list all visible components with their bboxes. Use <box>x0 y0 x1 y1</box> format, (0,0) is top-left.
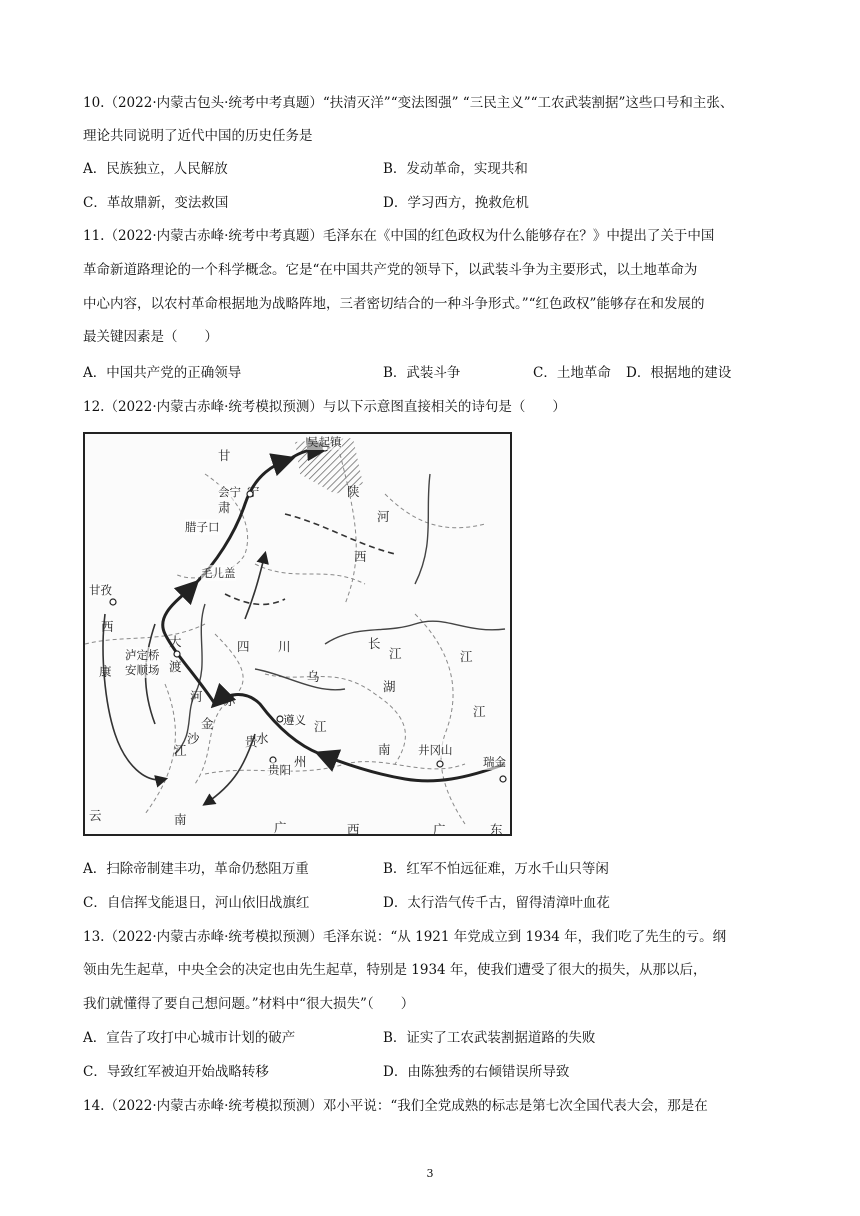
region-kang: 康 <box>99 664 112 679</box>
place-guiyang: 贵阳 <box>268 763 291 777</box>
river-sha: 沙 <box>187 731 200 746</box>
rivers <box>175 474 505 754</box>
region-xi-shaanxi: 西 <box>354 549 367 564</box>
river-he: 河 <box>190 689 203 704</box>
q13-option-a: A．宣告了攻打中心城市计划的破产 <box>83 1030 296 1046</box>
q13-option-d: D．由陈独秀的右倾错误所导致 <box>383 1064 570 1080</box>
place-huining: 会宁 <box>218 485 241 499</box>
q11-option-c: C．土地革命 <box>533 365 611 381</box>
q10-option-b: B．发动革命，实现共和 <box>383 161 528 177</box>
place-anshunchang: 安顺场 <box>125 663 160 677</box>
region-su: 肃 <box>218 500 231 515</box>
region-si: 四 <box>237 639 250 654</box>
region-ning: 宁 <box>247 484 260 499</box>
river-jiang-changjiang-2: 江 <box>389 646 402 661</box>
region-shan: 陕 <box>347 484 360 499</box>
q11-option-b: B．武装斗争 <box>383 365 461 381</box>
place-lazikou: 腊子口 <box>185 520 220 534</box>
q11-stem-line4: 最关键因素是（ ） <box>83 329 218 345</box>
river-chi: 赤 <box>223 693 236 708</box>
q14-stem-line1: 14.（2022·内蒙古赤峰·统考模拟预测）邓小平说：“我们全党成熟的标志是第七次全国代表大会，那是在 <box>83 1098 708 1114</box>
region-he-huanghe: 河 <box>377 509 390 524</box>
river-jiang-changjiang: 江 <box>460 649 473 664</box>
q11-option-d: D．根据地的建设 <box>626 365 732 381</box>
q11-stem-line3: 中心内容，以农村革命根据地为战略阵地，三者密切结合的一种斗争形式。”“红色政权”能够存在和发展的 <box>83 296 705 312</box>
place-wuqizhen: 吴起镇 <box>307 435 342 449</box>
q13-stem-line1: 13.（2022·内蒙古赤峰·统考模拟预测）毛泽东说：“从 1921 年党成立到 1934 年，我们吃了先生的亏。纲 <box>83 929 727 945</box>
region-dong: 东 <box>490 822 503 836</box>
place-ganzi: 甘孜 <box>89 583 112 597</box>
q13-option-b: B．证实了工农武装割据道路的失败 <box>383 1030 596 1046</box>
q10-stem-line1: 10.（2022·内蒙古包头·统考中考真题）“扶清灭洋”“变法图强” “三民主义”“工农武装割据”这些口号和主张、 <box>83 95 734 111</box>
q10-stem-line2: 理论共同说明了近代中国的历史任务是 <box>83 128 313 144</box>
q13-stem-line3: 我们就懂得了要自己想问题。”材料中“很大损失”（ ） <box>83 996 415 1012</box>
place-ruijin: 瑞金 <box>483 755 506 769</box>
river-chang: 长 <box>368 636 381 651</box>
q10-option-c: C．革故鼎新，变法救国 <box>83 195 229 211</box>
q10-option-d: D．学习西方，挽救危机 <box>383 195 529 211</box>
q12-option-a: A．扫除帝制建丰功，革命仍愁阻万重 <box>83 861 309 877</box>
region-guang-guangxi: 广 <box>274 820 287 835</box>
river-shui: 水 <box>256 731 269 746</box>
region-zhou: 州 <box>294 754 307 769</box>
q13-stem-line2: 领由先生起草，中央全会的决定也由先生起草，特别是 1934 年，使我们遭受了很大的损失，从那以后， <box>83 962 707 978</box>
map-drawing <box>85 434 510 834</box>
region-gui: 贵 <box>245 734 258 749</box>
river-du: 渡 <box>169 659 182 674</box>
region-guang-guangdong: 广 <box>433 822 446 836</box>
place-maoergai: 毛儿盖 <box>201 566 236 580</box>
q11-stem-line1: 11.（2022·内蒙古赤峰·统考中考真题）毛泽东在《中国的红色政权为什么能够存在？》中提出了关于中国 <box>83 228 715 244</box>
page-number: 3 <box>426 1167 434 1180</box>
river-jin: 金 <box>201 716 214 731</box>
region-hu: 湖 <box>383 679 396 694</box>
region-jiang-jiangxi: 江 <box>473 704 486 719</box>
q12-option-d: D．太行浩气传千古，留得清漳叶血花 <box>383 895 610 911</box>
region-xi-xikang: 西 <box>101 619 114 634</box>
town-markers <box>110 445 506 782</box>
place-jinggangshan: 井冈山 <box>418 743 453 757</box>
q11-option-a: A．中国共产党的正确领导 <box>83 365 242 381</box>
long-march-map <box>83 432 512 836</box>
q12-option-c: C．自信挥戈能退日，河山依旧战旗红 <box>83 895 310 911</box>
place-ludingqiao: 泸定桥 <box>125 648 160 662</box>
march-routes <box>163 448 505 781</box>
q10-option-a: A．民族独立，人民解放 <box>83 161 228 177</box>
region-nan-hunan: 南 <box>378 742 391 757</box>
region-nan-yunnan: 南 <box>174 812 187 827</box>
q11-stem-line2: 革命新道路理论的一个科学概念。它是“在中国共产党的领导下，以武装斗争为主要形式，以土地革命为 <box>83 262 698 278</box>
region-gan: 甘 <box>218 448 231 463</box>
q12-stem-line1: 12.（2022·内蒙古赤峰·统考模拟预测）与以下示意图直接相关的诗句是（ ） <box>83 399 566 415</box>
region-chuan: 川 <box>278 639 291 654</box>
q12-option-b: B．红军不怕远征难，万水千山只等闲 <box>383 861 609 877</box>
region-xi-guangxi: 西 <box>347 822 360 836</box>
q13-option-c: C．导致红军被迫开始战略转移 <box>83 1064 269 1080</box>
river-wu: 乌 <box>307 669 320 684</box>
region-yun: 云 <box>89 808 102 823</box>
river-jiang-wujiang: 江 <box>314 719 327 734</box>
river-da: 大 <box>169 634 182 649</box>
place-zunyi: 遵义 <box>283 713 306 727</box>
river-jiang-jinsha: 江 <box>174 743 187 758</box>
